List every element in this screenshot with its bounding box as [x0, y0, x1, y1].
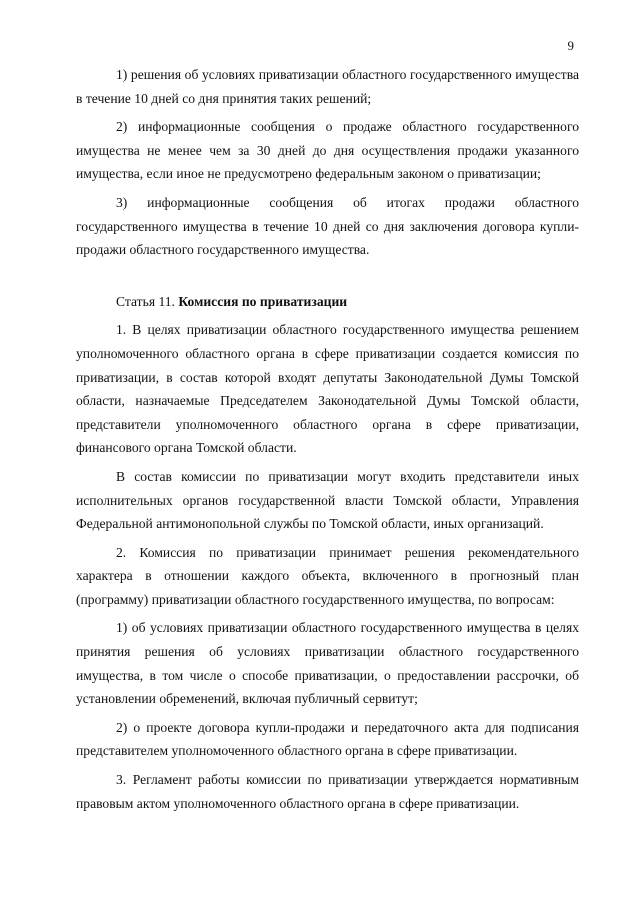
- paragraph-2: В состав комиссии по приватизации могут входить представители иных исполнительных органов государственной власти Томской области, Управления Федеральной антимонопольной службы по Томской области, иных организаций.: [76, 468, 579, 532]
- article-prefix: Статья 11.: [116, 293, 175, 309]
- document-body: [76, 63, 579, 820]
- list-item-1: 1) решения об условиях приватизации областного государственного имущества в течение 10 дней со дня принятия таких решений;: [76, 67, 579, 106]
- list-item-3: 3) информационные сообщения об итогах продажи областного государственного имущества в течение 10 дней со дня заключения договора купли-продажи областного государственного имущества.: [76, 194, 579, 258]
- list-item-2: 2) информационные сообщения о продаже областного государственного имущества не менее чем за 30 дней до дня осуществления продажи указанного имущества, если иное не предусмотрено федеральным законом о приватизации;: [76, 119, 579, 182]
- page-number: 9: [567, 38, 574, 53]
- paragraph-5: 2) о проекте договора купли-продажи и передаточного акта для подписания представителем уполномоченного областного органа в сфере приватизации.: [76, 719, 579, 759]
- paragraph-3: 2. Комиссия по приватизации принимает решения рекомендательного характера в отношении каждого объекта, включенного в прогнозный план (программу) приватизации областного государственного имущества, по вопросам:: [76, 544, 579, 607]
- article-heading: [76, 290, 579, 314]
- paragraph-6: 3. Регламент работы комиссии по приватизации утверждается нормативным правовым актом уполномоченного областного органа в сфере приватизации.: [76, 772, 579, 811]
- paragraph-4: 1) об условиях приватизации областного государственного имущества в целях принятия решения об условиях приватизации областного государственного имущества, в том числе о способе приватизации, о предоставлении рассрочки, об установлении обременений, включая публичный сервитут;: [76, 620, 579, 707]
- article-title: Комиссия по приватизации: [178, 293, 348, 309]
- paragraph-1: 1. В целях приватизации областного государственного имущества решением уполномоченного областного органа в сфере приватизации создается комиссия по приватизации, в состав которой входят депутаты Законодательной Думы Томской области, назначаемые Председателем Законодательной Думы Томской области, представители уполномоченного областного органа в сфере приватизации, финансового органа Томской области.: [76, 322, 579, 456]
